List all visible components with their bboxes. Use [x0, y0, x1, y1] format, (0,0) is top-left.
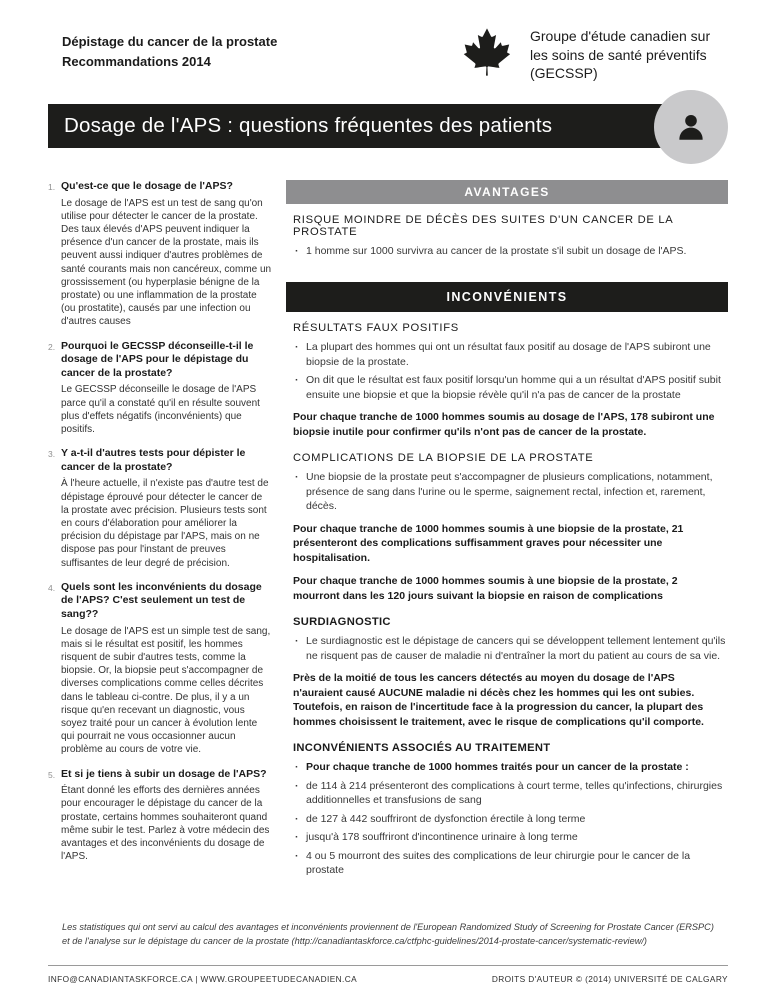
bullet-item: · de 114 à 214 présenteront des complications à court terme, telles qu'infections, chirurgies additionnelles et transfusions de sang	[293, 779, 726, 808]
section-overdiagnosis	[293, 616, 726, 729]
faq-number: 3.	[48, 449, 56, 460]
faq-number: 4.	[48, 582, 56, 593]
bullet-item: · On dit que le résultat est faux positif lorsqu'un homme qui a un résultat d'APS positif subit ensuite une biopsie et que la biopsie révèle qu'il n'a pas de cancer de la prostate	[293, 373, 726, 402]
doc-title-line1: Dépistage du cancer de la prostate	[62, 34, 278, 49]
section-false-positives	[293, 322, 726, 439]
faq-question: Y a-t-il d'autres tests pour dépister le cancer de la prostate?	[61, 447, 246, 473]
bottom-bar	[48, 965, 728, 984]
advantages-heading: RISQUE MOINDRE DE DÉCÈS DES SUITES D'UN CANCER DE LA PROSTATE	[293, 214, 673, 238]
disadvantages-banner-label: INCONVÉNIENTS	[446, 290, 568, 305]
emphasis-paragraph: Pour chaque tranche de 1000 hommes soumis à une biopsie de la prostate, 21 présenteront des complications suffisamment graves pour nécessiter une hospitalisation.	[293, 522, 684, 564]
org-name: Groupe d'étude canadien sur les soins de santé préventifs (GECSSP)	[530, 28, 711, 82]
bullet-item: · La plupart des hommes qui ont un résultat faux positif au dosage de l'APS subiront une biopsie de la prostate.	[293, 340, 726, 369]
page-title: Dosage de l'APS : questions fréquentes des patients	[64, 114, 553, 137]
emphasis-paragraph: Pour chaque tranche de 1000 hommes soumis à une biopsie de la prostate, 2 mourront dans les 120 jours suivant la biopsie en raison de complications	[293, 575, 678, 602]
faq-answer: Le GECSSP déconseille le dosage de l'APS parce qu'il a constaté qu'il en résulte souvent plus d'effets négatifs (inconvénients) que positifs.	[61, 384, 260, 435]
emphasis-paragraph: Près de la moitié de tous les cancers détectés au moyen du dosage de l'APS n'auraient causé AUCUNE maladie ni décès chez les hommes qui les ont subies. Toutefois, en raison de l'incertitude face à la progression du cancer, la plupart des hommes choisissent le traitement, avec le risque de complications qu'il comporte.	[293, 672, 704, 728]
faq-number: 1.	[48, 182, 56, 192]
section-biopsy-complications	[293, 452, 726, 603]
advantages-content	[286, 204, 728, 258]
faq-number: 2.	[48, 341, 56, 352]
faq-answer: Le dosage de l'APS est un simple test de sang, mais si le résultat est positif, les hommes risquent de subir d'autres tests, comme la biopsie. Or, la biopsie peut s'accompagner de diverses complications comme celles décrites dans le tableau ci-contre. De plus, il y a un risque qu'en recevant un diagnostic, vous soyez traité pour un cancer à évolution lente qui pourrait ne vous occasionner aucun problème au cours de votre vie.	[61, 625, 271, 756]
faq-item	[48, 447, 272, 570]
title-banner-row	[48, 94, 728, 166]
faq-answer: À l'heure actuelle, il n'existe pas d'autre test de dépistage éprouvé pour détecter le cancer de la prostate avec précision. Plusieurs tests sont en cours d'élaboration pour améliorer la précision du dépistage par l'APS, mais on ne dispose pas pour l'instant de preuves suffisantes de leur degré de précision.	[61, 478, 269, 569]
source-note: Les statistiques qui ont servi au calcul des avantages et inconvénients proviennent de l'European Randomized Study of Screening for Prostate Cancer (ERSPC) et de l'analyse sur le dépistage du cancer de la prostate (http://canadiantaskforce.ca/ctfphc-guidelines/2014-prostate-cancer/systematic-review/)	[62, 921, 714, 946]
section-heading: SURDIAGNOSTIC	[293, 616, 391, 629]
faq-question: Qu'est-ce que le dosage de l'APS?	[61, 180, 233, 192]
faq-item	[48, 340, 272, 437]
advantages-banner	[286, 180, 728, 204]
emphasis-paragraph: Pour chaque tranche de 1000 hommes soumis au dosage de l'APS, 178 subiront une biopsie inutile pour confirmer qu'ils n'ont pas de cancer de la prostate.	[293, 411, 715, 438]
faq-question: Et si je tiens à subir un dosage de l'APS?	[61, 767, 267, 780]
section-heading: INCONVÉNIENTS ASSOCIÉS AU TRAITEMENT	[293, 742, 551, 755]
person-badge	[654, 90, 728, 164]
disadvantages-banner	[286, 282, 728, 312]
content-columns	[48, 180, 728, 891]
copyright: DROITS D'AUTEUR © (2014) UNIVERSITÉ DE CALGARY	[491, 974, 728, 984]
advantages-banner-label: AVANTAGES	[464, 185, 550, 199]
bullet-item: · Le surdiagnostic est le dépistage de cancers qui se développent tellement lentement qu'ils ne risquent pas de causer de maladie ni d'entraîner la mort du patient au cours de sa vie.	[293, 634, 726, 663]
bullet-item: · jusqu'à 178 souffriront d'incontinence urinaire à long terme	[293, 830, 726, 844]
bullet-item: · 1 homme sur 1000 survivra au cancer de la prostate s'il subit un dosage de l'APS.	[293, 244, 726, 258]
maple-leaf-icon	[456, 26, 518, 84]
bullet-item: · 4 ou 5 mourront des suites des complications de leur chirurgie pour le cancer de la prostate	[293, 849, 726, 878]
faq-column	[48, 180, 272, 891]
faq-item	[48, 768, 272, 864]
faq-number: 5.	[48, 769, 56, 780]
page-title-banner	[48, 104, 688, 148]
disadvantages-content	[286, 312, 728, 877]
doc-title	[48, 26, 277, 71]
faq-answer: Étant donné les efforts des dernières années pour encourager le dépistage du cancer de la prostate, certains hommes souhaiteront quand même subir le test. Parlez à votre médecin des avantages et des inconvénients du dosage de l'APS.	[61, 785, 270, 863]
section-heading: COMPLICATIONS DE LA BIOPSIE DE LA PROSTATE	[293, 452, 594, 465]
doc-title-line2: Recommandations 2014	[62, 53, 211, 69]
faq-answer: Le dosage de l'APS est un test de sang qu'on utilise pour détecter le cancer de la prostate. Des taux élevés d'APS peuvent indiquer la présence d'un cancer de la prostate, mais ils peuvent aussi indiquer d'autres problèmes de santé courants mais non cancéreux, comme un grossissement (ou hyperplasie bénigne de la prostate) ou une inflammation de la prostate (ou prostatite), causés par une infection ou d'autres causes	[61, 197, 272, 328]
bullet-item: · de 127 à 442 souffriront de dysfonction érectile à long terme	[293, 812, 726, 826]
faq-item	[48, 180, 272, 329]
contact-info: INFO@CANADIANTASKFORCE.CA | WWW.GROUPEETUDECANADIEN.CA	[48, 974, 358, 984]
bullet-item: · Pour chaque tranche de 1000 hommes traités pour un cancer de la prostate :	[293, 760, 726, 774]
section-heading: RÉSULTATS FAUX POSITIFS	[293, 322, 459, 335]
bullet-item: · Une biopsie de la prostate peut s'accompagner de plusieurs complications, notamment, présence de sang dans l'urine ou le sperme, saignement rectal, infection et, rarement, décès.	[293, 470, 726, 513]
org-identity	[456, 26, 728, 84]
document-header	[48, 0, 728, 92]
faq-item	[48, 581, 272, 757]
faq-question: Pourquoi le GECSSP déconseille-t-il le dosage de l'APS pour le dépistage du cancer de la prostate?	[61, 339, 254, 379]
person-icon	[674, 110, 708, 144]
section-treatment-harms	[293, 742, 726, 877]
benefits-harms-column	[286, 180, 728, 891]
faq-question: Quels sont les inconvénients du dosage de l'APS? C'est seulement un test de sang??	[61, 580, 262, 621]
